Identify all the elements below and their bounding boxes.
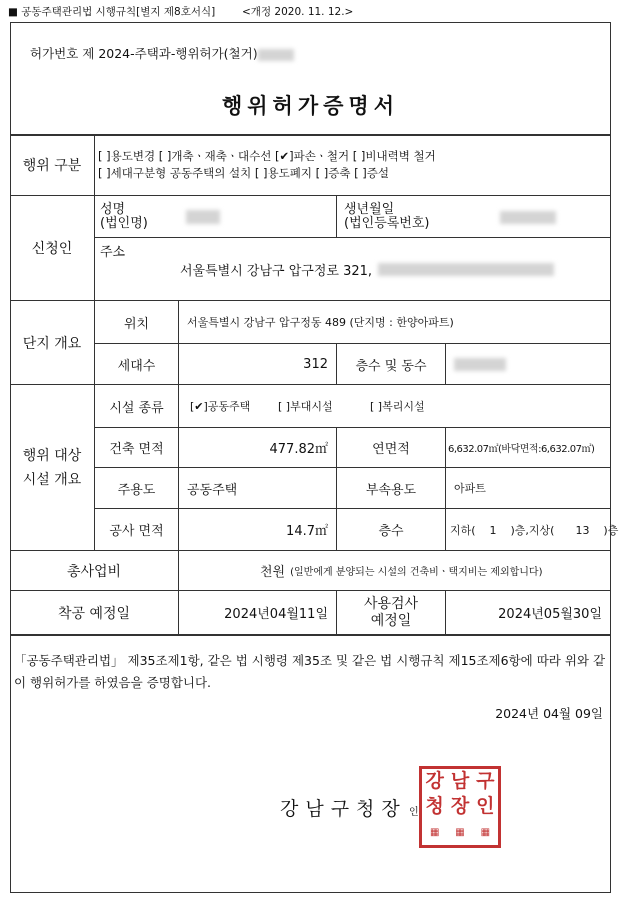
action-options-line2: [ ]세대구분형 공동주택의 설치 [ ]용도폐지 [ ]증축 [ ]증설 [98,166,389,180]
name-label [100,198,190,236]
action-type-label: 행위 구분 [22,158,82,174]
permit-number-label: 허가번호 제 2024-주택과-행위허가(철거) [30,46,258,61]
facility-type-auxiliary: [ ]부대시설 [278,400,333,413]
total-cost-value [260,551,610,590]
address-label: 주소 [100,244,126,260]
form-number: ■ 공동주택관리법 시행규칙[별지 제8호서식] [8,6,216,18]
facility-type-housing: [✔]공동주택 [190,400,251,413]
building-area-label: 건축 면적 [109,442,164,457]
name-value [186,198,266,236]
rule [336,195,337,237]
storeys-label: 층수 [378,524,404,539]
households-label: 세대수 [117,358,156,374]
action-type-options [98,135,608,195]
official-seal: 강 남 구 청 장 인 ▦ ▦ ▦ [419,766,501,848]
revision-date: <개정 2020. 11. 12.> [242,6,354,18]
action-options-line1: [ ]용도변경 [ ]개축ㆍ재축ㆍ대수선 [✔]파손ㆍ철거 [ ]비내력벽 철거 [98,149,436,163]
work-area-label: 공사 면적 [109,524,164,539]
name-label-line2: (법인명) [100,216,148,231]
households-value: 312 [303,356,328,372]
applicant-label: 신청인 [31,241,73,257]
facility-type-label: 시설 종류 [109,400,164,416]
building-area-value: 477.82㎡ [269,442,328,457]
floors-label: 층수 및 동수 [355,358,427,374]
start-date-label: 착공 예정일 [57,605,131,622]
issuer-name: 강남구청장 [280,798,407,820]
redacted-birth [500,211,556,224]
location-value: 서울특별시 강남구 압구정동 489 (단지명 : 한양아파트) [187,316,454,329]
main-use-label: 주용도 [117,482,156,498]
inspection-date-label [337,591,445,634]
start-date-value: 2024년04월11일 [224,607,328,622]
redacted-permit-suffix [258,49,294,61]
redacted-floors [454,358,506,371]
form-reference [8,4,354,19]
facility-type-options [190,385,605,427]
certification-text: 「공동주택관리법」 제35조제1항, 같은 법 시행령 제35조 및 같은 법 시행규칙 제15조제6항에 따라 위와 같이 행위허가를 하였음을 증명합니다. [14,653,606,690]
issue-date: 2024년 04월 09일 [495,706,603,721]
work-area-value: 14.7㎡ [286,524,328,539]
address-value [180,258,605,280]
main-use-value: 공동주택 [187,482,238,498]
total-cost-label: 총사업비 [66,563,122,580]
redacted-address [378,263,554,276]
redacted-name [186,210,220,224]
birth-value [500,198,600,236]
facility-label [10,385,94,550]
facility-label-line2: 시설 개요 [22,471,82,488]
permit-number [30,44,294,62]
document-title: 행위허가증명서 [221,94,399,118]
cost-unit: 천원 [260,565,286,580]
location-label: 위치 [123,316,150,332]
storeys-value: 지하( 1 )층,지상( 13 )층 [450,523,619,537]
rule [10,195,611,196]
rule [94,237,611,238]
birth-label [344,198,454,236]
facility-type-welfare: [ ]복리시설 [370,400,425,413]
sub-use-value: 아파트 [454,482,486,495]
seal-mark: 인 [409,807,419,818]
sub-use-label: 부속용도 [365,482,417,498]
inspection-date-value: 2024년05월30일 [498,607,602,622]
birth-label-line2: (법인등록번호) [344,216,430,231]
complex-label: 단지 개요 [22,335,82,352]
inspection-label-line2: 예정일 [370,612,412,629]
inspection-label-line1: 사용검사 [363,595,419,612]
floor-area-value: 6,632.07㎡(바닥면적:6,632.07㎡) [448,444,595,455]
floor-area-label: 연면적 [372,442,410,457]
floors-value [446,344,606,384]
birth-label-line1: 생년월일 [344,202,395,217]
facility-label-line1: 행위 대상 [22,447,82,464]
address-text: 서울특별시 강남구 압구정로 321, [180,263,373,279]
cost-note: (일반에게 분양되는 시설의 건축비ㆍ택지비는 제외합니다) [290,567,543,578]
table-bottom-rule [10,634,611,636]
name-label-line1: 성명 [100,202,126,217]
